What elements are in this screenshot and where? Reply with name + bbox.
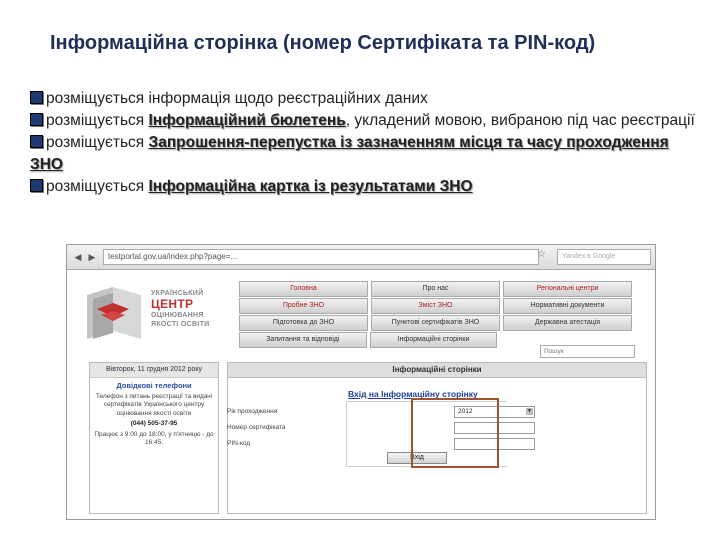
bullet-item: розміщується Інформаційна картка із результатами ЗНО	[30, 176, 700, 198]
bullet-list	[30, 88, 700, 198]
year-select[interactable]: 2012 ▼	[454, 406, 535, 418]
website-screenshot	[66, 244, 656, 520]
slide-title: Інформаційна сторінка (номер Сертифіката та PIN-код)	[50, 32, 596, 54]
menu-item-test-content[interactable]: Зміст ЗНО	[371, 298, 500, 314]
panel-header: Інформаційні сторінки	[228, 363, 646, 378]
phone-number: (044) 505-37-95	[130, 420, 178, 427]
main-menu	[239, 281, 635, 349]
menu-item-preparation[interactable]: Підготовка до ЗНО	[239, 315, 368, 331]
login-title-link[interactable]: Вхід на Інформаційну сторінку	[348, 389, 478, 399]
menu-item-about[interactable]: Про нас	[371, 281, 500, 297]
ucoz-logo[interactable]	[83, 281, 233, 345]
menu-item-state-attestation[interactable]: Державна атестація	[503, 315, 632, 331]
year-label: Рік проходження	[227, 408, 278, 415]
menu-item-faq[interactable]: Запитання та відповіді	[239, 332, 367, 348]
menu-item-trial-test[interactable]: Пробне ЗНО	[239, 298, 368, 314]
checkbox-bullet-icon	[30, 135, 43, 148]
enter-button[interactable]: Вхід	[387, 452, 447, 464]
browser-toolbar	[67, 245, 655, 270]
phones-title: Довідкові телефони	[116, 381, 192, 390]
phones-block	[90, 378, 218, 452]
forward-icon[interactable]: ▶	[88, 252, 96, 262]
phones-hours: Працює з 9:00 до 18:00, у п'ятницю - до 16:45.	[94, 430, 214, 446]
pin-label: PIN-код	[227, 440, 251, 447]
bullet-item: розміщується Запрошення-перепустка із зазначенням місця та часу проходження ЗНО	[30, 134, 669, 173]
address-bar[interactable]: testportal.gov.ua/index.php?page=...	[103, 249, 539, 265]
menu-item-home[interactable]: Головна	[239, 281, 368, 297]
back-icon[interactable]: ◀	[74, 252, 82, 262]
cert-label: Номер сертифіката	[227, 424, 286, 431]
menu-item-info-pages[interactable]: Інформаційні сторінки	[370, 332, 498, 348]
site-search-input[interactable]: Пошук	[540, 345, 635, 358]
phones-desc: Телефон з питань реєстрації та видачі сертифікатів Українського центру оцінювання якості освіти	[95, 392, 213, 417]
checkbox-bullet-icon	[30, 91, 43, 104]
bullet-item: розміщується інформація щодо реєстраційних даних	[30, 88, 700, 110]
logo-text: УКРАЇНСЬКИЙ ЦЕНТР ОЦІНЮВАННЯ ЯКОСТІ ОСВІТИ	[151, 290, 210, 328]
menu-item-regional-centers[interactable]: Регіональні центри	[503, 281, 632, 297]
info-bulletin-link[interactable]: Інформаційний бюлетень	[148, 112, 346, 129]
book-logo-icon	[83, 281, 147, 341]
bullet-item: розміщується Інформаційний бюлетень, укладений мовою, вибраною під час реєстрації	[30, 110, 700, 132]
chevron-down-icon: ▼	[527, 408, 532, 414]
checkbox-bullet-icon	[30, 113, 43, 126]
results-card-link[interactable]: Інформаційна картка із результатами ЗНО	[148, 178, 473, 195]
menu-item-certificates[interactable]: Пунктові сертифікатів ЗНО	[371, 315, 500, 331]
date-label: Вівторок, 11 грудня 2012 року	[90, 363, 218, 378]
highlight-frame	[411, 398, 499, 468]
left-panel	[89, 362, 219, 514]
checkbox-bullet-icon	[30, 179, 43, 192]
menu-item-normative-docs[interactable]: Нормативні документи	[503, 298, 632, 314]
browser-search-input[interactable]: Yandex в Google	[557, 249, 651, 265]
invitation-pass-link[interactable]: Запрошення-перепустка із зазначенням місця та часу проходження ЗНО	[30, 134, 669, 173]
bookmark-star-icon[interactable]: ☆	[537, 249, 546, 260]
